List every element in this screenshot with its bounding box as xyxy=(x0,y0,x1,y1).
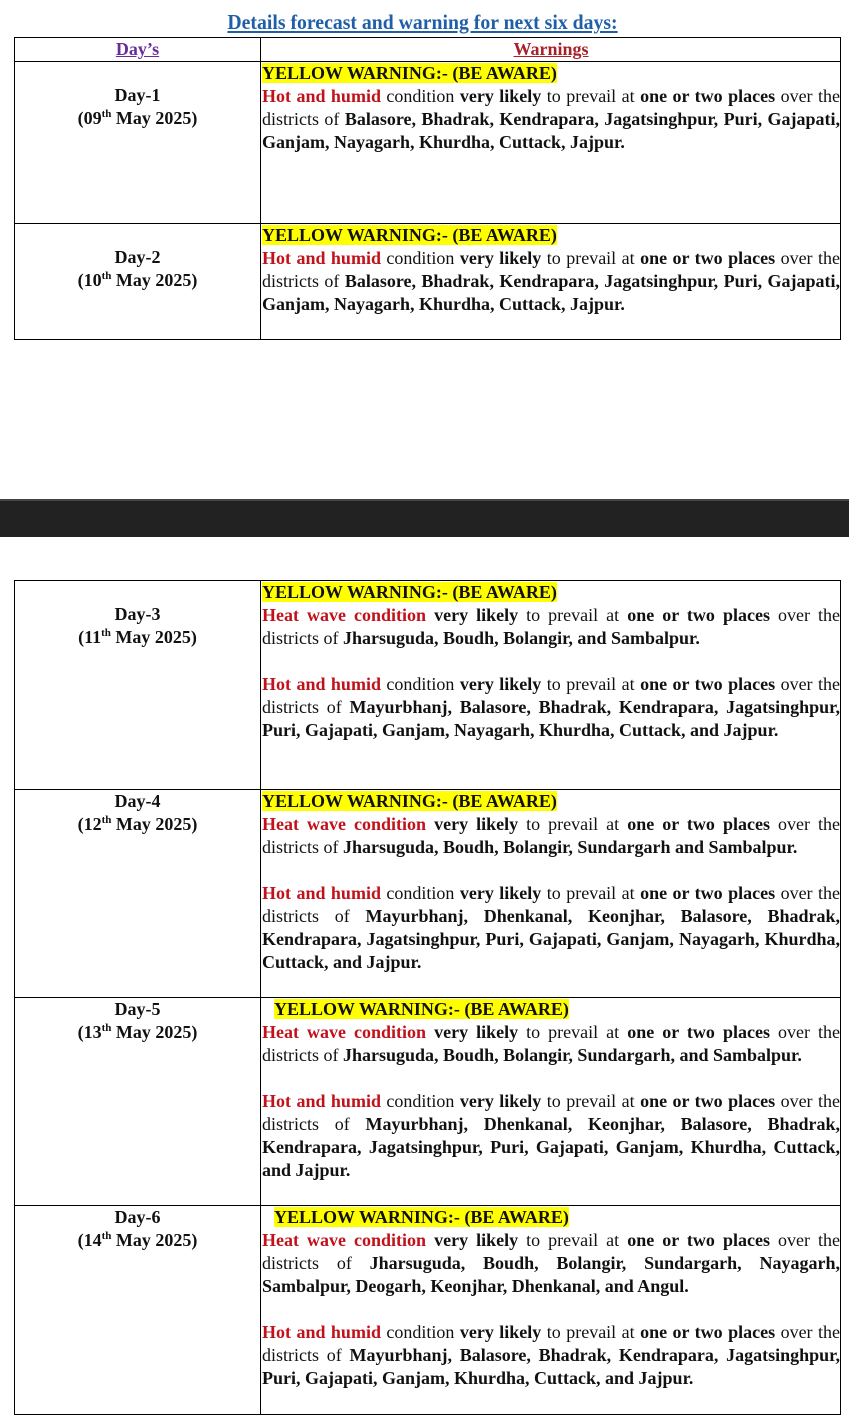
day-cell xyxy=(15,224,261,339)
date-text: May 2025) xyxy=(110,627,197,647)
text-segment: condition xyxy=(380,1322,460,1342)
text-segment: very likely xyxy=(434,1022,519,1042)
text-segment: to prevail at xyxy=(541,1091,641,1111)
date-text: (12 xyxy=(77,814,102,834)
page-separator xyxy=(0,499,849,537)
date-suffix: th xyxy=(101,1230,112,1242)
day-date xyxy=(15,813,260,836)
yellow-warning-label: YELLOW WARNING:- (BE AWARE) xyxy=(262,582,557,602)
text-segment: to prevail at xyxy=(541,248,641,268)
yellow-warning-label: YELLOW WARNING:- (BE AWARE) xyxy=(274,1207,569,1227)
text-segment: Mayurbhanj, Dhenkanal, Keonjhar, Balasore, Bhadrak, Kendrapara, Jagatsinghpur, Puri, Gajapati, Ganjam, Nayagarh, Khurdha, Cuttack, and Jajpur. xyxy=(262,906,840,972)
text-segment: to prevail at xyxy=(518,1022,628,1042)
text-segment: Mayurbhanj, Dhenkanal, Keonjhar, Balasore, Bhadrak, Kendrapara, Jagatsinghpur, Puri, Gajapati, Ganjam, Khurdha, Cuttack, and Jajpur. xyxy=(262,1114,840,1180)
text-segment: Heat wave condition xyxy=(262,1022,427,1042)
day-cell xyxy=(15,998,261,1205)
text-segment: to prevail at xyxy=(518,605,628,625)
warning-paragraph xyxy=(262,604,840,650)
text-segment: condition xyxy=(380,674,460,694)
yellow-warning-label: YELLOW WARNING:- (BE AWARE) xyxy=(262,63,557,83)
warning-paragraph xyxy=(262,673,840,742)
text-segment: over the districts of xyxy=(262,1322,840,1365)
date-suffix: th xyxy=(101,1022,112,1034)
text-segment: Heat wave condition xyxy=(262,814,427,834)
text-segment: Balasore, Bhadrak, Kendrapara, Jagatsinghpur, Puri, Gajapati, Ganjam, Nayagarh, Khurdha, Cuttack, Jajpur. xyxy=(262,271,840,314)
text-segment: condition xyxy=(380,248,460,268)
text-segment: condition xyxy=(380,1091,460,1111)
text-segment: condition xyxy=(380,86,460,106)
warning-cell xyxy=(261,581,840,789)
text-segment: one or two places xyxy=(627,814,770,834)
text-segment: over the districts of xyxy=(262,674,840,717)
text-segment: very likely xyxy=(434,1230,519,1250)
text-segment: over the districts of xyxy=(262,883,840,926)
table-row xyxy=(15,581,840,790)
header-days: Day’s xyxy=(15,38,261,61)
text-segment: Hot and humid xyxy=(262,1091,381,1111)
warning-cell xyxy=(261,62,840,223)
text-segment: Jharsuguda, Boudh, Bolangir, Sundargarh, Nayagarh, Sambalpur, Deogarh, Keonjhar, Dhenkanal, and Angul. xyxy=(262,1253,840,1296)
text-segment: very likely xyxy=(459,674,542,694)
text-segment: over the districts of xyxy=(262,1230,840,1273)
warning-cell xyxy=(261,790,840,997)
text-segment: Jharsuguda, Boudh, Bolangir, and Sambalpur. xyxy=(343,628,700,648)
warning-paragraph xyxy=(262,813,840,859)
forecast-table-part-1 xyxy=(14,37,841,340)
text-segment: over the districts of xyxy=(262,1091,840,1134)
warning-paragraph xyxy=(262,1090,840,1182)
yellow-warning-label: YELLOW WARNING:- (BE AWARE) xyxy=(262,791,557,811)
text-segment: one or two places xyxy=(640,248,776,268)
day-cell xyxy=(15,1206,261,1414)
day-label: Day-1 xyxy=(114,85,161,105)
text-segment: over the districts of xyxy=(262,248,840,291)
day-label: Day-2 xyxy=(114,247,161,267)
forecast-table-part-2 xyxy=(14,580,841,1415)
text-segment: Jharsuguda, Boudh, Bolangir, Sundargarh and Sambalpur. xyxy=(343,837,798,857)
date-suffix: th xyxy=(101,270,112,282)
text-segment: to prevail at xyxy=(541,883,641,903)
header-warnings: Warnings xyxy=(513,39,589,59)
day-date xyxy=(15,1021,260,1044)
warning-paragraph xyxy=(262,1229,840,1298)
text-segment: condition xyxy=(380,883,460,903)
day-label: Day-6 xyxy=(114,1207,161,1227)
table-row xyxy=(15,62,840,224)
day-label: Day-3 xyxy=(114,604,161,624)
day-label: Day-5 xyxy=(114,999,161,1019)
text-segment: one or two places xyxy=(627,605,770,625)
text-segment: very likely xyxy=(459,248,542,268)
text-segment: one or two places xyxy=(640,674,776,694)
text-segment: over the districts of xyxy=(262,605,840,648)
date-text: (10 xyxy=(77,270,102,290)
text-segment: over the districts of xyxy=(262,814,840,857)
text-segment: Heat wave condition xyxy=(262,605,427,625)
warning-paragraph xyxy=(262,1021,840,1067)
text-segment: over the districts of xyxy=(262,86,840,129)
table-row xyxy=(15,790,840,998)
date-text: May 2025) xyxy=(111,270,198,290)
text-segment: to prevail at xyxy=(518,814,628,834)
warning-paragraph xyxy=(262,1321,840,1390)
text-segment: very likely xyxy=(459,86,542,106)
date-text: May 2025) xyxy=(111,1230,198,1250)
warning-cell xyxy=(261,224,840,339)
warning-paragraph xyxy=(262,85,840,154)
date-text: (14 xyxy=(77,1230,102,1250)
date-text: (11 xyxy=(78,627,102,647)
text-segment: Heat wave condition xyxy=(262,1230,427,1250)
text-segment xyxy=(426,605,434,625)
text-segment xyxy=(426,1022,434,1042)
text-segment: to prevail at xyxy=(541,674,641,694)
text-segment: Mayurbhanj, Balasore, Bhadrak, Kendrapara, Jagatsinghpur, Puri, Gajapati, Ganjam, Khurdha, Cuttack, and Jajpur. xyxy=(262,1345,840,1388)
text-segment: very likely xyxy=(434,605,519,625)
table-row xyxy=(15,998,840,1206)
date-text: May 2025) xyxy=(111,1022,198,1042)
table-header-row xyxy=(15,38,840,62)
text-segment: one or two places xyxy=(640,883,776,903)
text-segment: very likely xyxy=(459,1322,542,1342)
yellow-warning-label: YELLOW WARNING:- (BE AWARE) xyxy=(274,999,569,1019)
text-segment: one or two places xyxy=(627,1022,770,1042)
date-suffix: th xyxy=(101,108,112,120)
text-segment: to prevail at xyxy=(541,86,641,106)
text-segment: Hot and humid xyxy=(262,248,381,268)
text-segment: Hot and humid xyxy=(262,86,381,106)
day-date xyxy=(15,107,260,130)
text-segment: one or two places xyxy=(640,1322,776,1342)
text-segment xyxy=(426,814,434,834)
text-segment: Hot and humid xyxy=(262,1322,381,1342)
day-cell xyxy=(15,790,261,997)
date-text: May 2025) xyxy=(111,108,198,128)
date-text: (09 xyxy=(77,108,102,128)
day-date xyxy=(15,626,260,649)
text-segment: very likely xyxy=(459,883,542,903)
page-title: Details forecast and warning for next six days: xyxy=(227,10,618,34)
text-segment: Jharsuguda, Boudh, Bolangir, Sundargarh, and Sambalpur. xyxy=(343,1045,802,1065)
text-segment: to prevail at xyxy=(518,1230,628,1250)
day-cell xyxy=(15,62,261,223)
warning-paragraph xyxy=(262,882,840,974)
text-segment: one or two places xyxy=(627,1230,770,1250)
warning-paragraph xyxy=(262,247,840,316)
yellow-warning-label: YELLOW WARNING:- (BE AWARE) xyxy=(262,225,557,245)
text-segment: one or two places xyxy=(640,1091,776,1111)
warning-cell xyxy=(261,1206,840,1414)
table-row xyxy=(15,224,840,340)
table-row xyxy=(15,1206,840,1415)
day-cell xyxy=(15,581,261,789)
text-segment: Balasore, Bhadrak, Kendrapara, Jagatsinghpur, Puri, Gajapati, Ganjam, Nayagarh, Khurdha, Cuttack, Jajpur. xyxy=(262,109,840,152)
text-segment: Mayurbhanj, Balasore, Bhadrak, Kendrapara, Jagatsinghpur, Puri, Gajapati, Ganjam, Nayagarh, Khurdha, Cuttack, and Jajpur. xyxy=(262,697,840,740)
day-date xyxy=(15,1229,260,1252)
text-segment: to prevail at xyxy=(541,1322,641,1342)
date-text: (13 xyxy=(77,1022,102,1042)
text-segment: very likely xyxy=(459,1091,542,1111)
text-segment: Hot and humid xyxy=(262,674,381,694)
day-date xyxy=(15,269,260,292)
date-text: May 2025) xyxy=(111,814,198,834)
warning-cell xyxy=(261,998,840,1205)
date-suffix: th xyxy=(101,814,112,826)
text-segment: very likely xyxy=(434,814,519,834)
text-segment: over the districts of xyxy=(262,1022,840,1065)
text-segment: one or two places xyxy=(640,86,776,106)
text-segment: Hot and humid xyxy=(262,883,381,903)
text-segment xyxy=(426,1230,434,1250)
date-suffix: th xyxy=(101,627,111,639)
day-label: Day-4 xyxy=(114,791,161,811)
